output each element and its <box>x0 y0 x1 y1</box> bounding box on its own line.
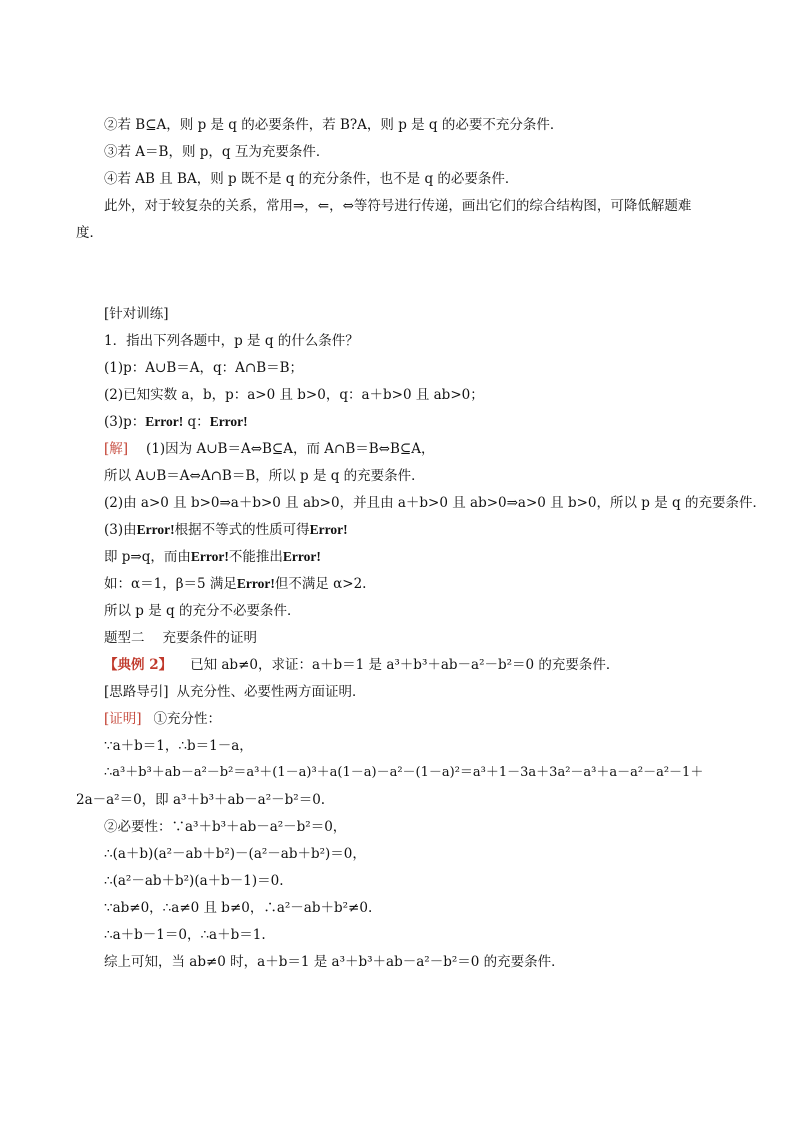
text-fragment: 根据不等式的性质可得 <box>174 522 310 538</box>
solution-line <box>104 440 434 458</box>
section-header: [针对训练] <box>104 306 169 322</box>
solution-line: 所以 A∪B＝A⇔A∩B＝B，所以 p 是 q 的充要条件． <box>104 468 425 484</box>
example-line <box>104 656 619 674</box>
proof-line: ∵ab≠0，∴a≠0 且 b≠0，∴a²－ab＋b²≠0. <box>104 900 373 916</box>
solution-line <box>104 548 321 566</box>
question-item <box>104 413 248 431</box>
question: 1．指出下列各题中，p 是 q 的什么条件？ <box>104 333 359 349</box>
proof-line: ∴(a²－ab＋b²)(a＋b－1)＝0. <box>104 873 284 889</box>
error-field: Error! <box>209 414 248 429</box>
text-line: ③若 A＝B，则 p，q 互为充要条件． <box>104 144 330 160</box>
text-fragment: 充要条件的证明 <box>162 630 257 646</box>
text-fragment: q： <box>183 414 210 430</box>
hint-tag: [思路导引] <box>104 684 169 700</box>
error-field: Error! <box>145 414 184 429</box>
text-fragment: 已知 ab≠0，求证：a＋b＝1 是 a³＋b³＋ab－a²－b²＝0 的充要条件． <box>190 657 620 673</box>
text-fragment: ①充分性： <box>153 711 222 727</box>
text-fragment: 不能推出 <box>228 549 283 565</box>
text-fragment: (3)p： <box>104 414 146 430</box>
text-fragment: 从充分性、必要性两方面证明． <box>176 684 366 700</box>
proof-line: ∴a＋b－1＝0，∴a＋b＝1. <box>104 927 266 943</box>
error-field: Error! <box>309 522 348 537</box>
error-field: Error! <box>136 522 175 537</box>
proof-line: ∴(a＋b)(a²－ab＋b²)－(a²－ab＋b²)＝0， <box>104 846 366 862</box>
proof-line: ∵a＋b＝1，∴b＝1－a， <box>104 738 253 754</box>
text-fragment: (1)因为 A∪B＝A⇔B⊆A，而 A∩B＝B⇔B⊆A， <box>146 441 435 457</box>
solution-line: 所以 p 是 q 的充分不必要条件． <box>104 603 301 619</box>
proof-line <box>104 710 221 728</box>
text-line: ②若 B⊆A，则 p 是 q 的必要条件，若 B?A，则 p 是 q 的必要不充分条件． <box>104 117 564 133</box>
text-line: 此外，对于较复杂的关系，常用⇒，⇐，⇔等符号进行传递，画出它们的综合结构图，可降低解题难 <box>104 198 692 214</box>
text-line: 度． <box>76 225 103 241</box>
hint-line <box>104 683 366 701</box>
proof-line: ②必要性：∵a³＋b³＋ab－a²－b²＝0， <box>104 819 347 835</box>
text-fragment: 但不满足 α>2. <box>274 576 367 592</box>
proof-tag: [证明] <box>104 711 142 727</box>
solution-line <box>104 575 366 593</box>
example-tag: 【典例 2】 <box>104 657 173 673</box>
section-title <box>104 629 257 647</box>
proof-line: 2a－a²＝0，即 a³＋b³＋ab－a²－b²＝0. <box>76 792 326 808</box>
text-fragment: 即 p⇒q，而由 <box>104 549 191 565</box>
text-fragment: 题型二 <box>104 630 145 646</box>
question-item: (2)已知实数 a，b，p：a>0 且 b>0，q：a＋b>0 且 ab>0； <box>104 387 484 403</box>
text-fragment: 如：α＝1，β＝5 满足 <box>104 576 237 592</box>
proof-line: 综上可知，当 ab≠0 时，a＋b＝1 是 a³＋b³＋ab－a²－b²＝0 的充要条件． <box>104 954 565 970</box>
solution-line: (2)由 a>0 且 b>0⇒a＋b>0 且 ab>0，并且由 a＋b>0 且 ab>0⇒a>0 且 b>0，所以 p 是 q 的充要条件． <box>104 495 766 511</box>
text-line: ④若 AB 且 BA，则 p 既不是 q 的充分条件，也不是 q 的必要条件． <box>104 171 519 187</box>
text-fragment: (3)由 <box>104 522 137 538</box>
proof-line: ∴a³＋b³＋ab－a²－b²＝a³＋(1－a)³＋a(1－a)－a²－(1－a)²＝a³＋1－3a＋3a²－a³＋a－a²－a²－1＋ <box>104 765 704 780</box>
error-field: Error! <box>236 576 275 591</box>
solution-line <box>104 521 348 539</box>
solution-tag: [解] <box>104 441 129 457</box>
error-field: Error! <box>282 549 321 564</box>
question-item: (1)p：A∪B＝A，q：A∩B＝B； <box>104 360 304 376</box>
error-field: Error! <box>190 549 229 564</box>
